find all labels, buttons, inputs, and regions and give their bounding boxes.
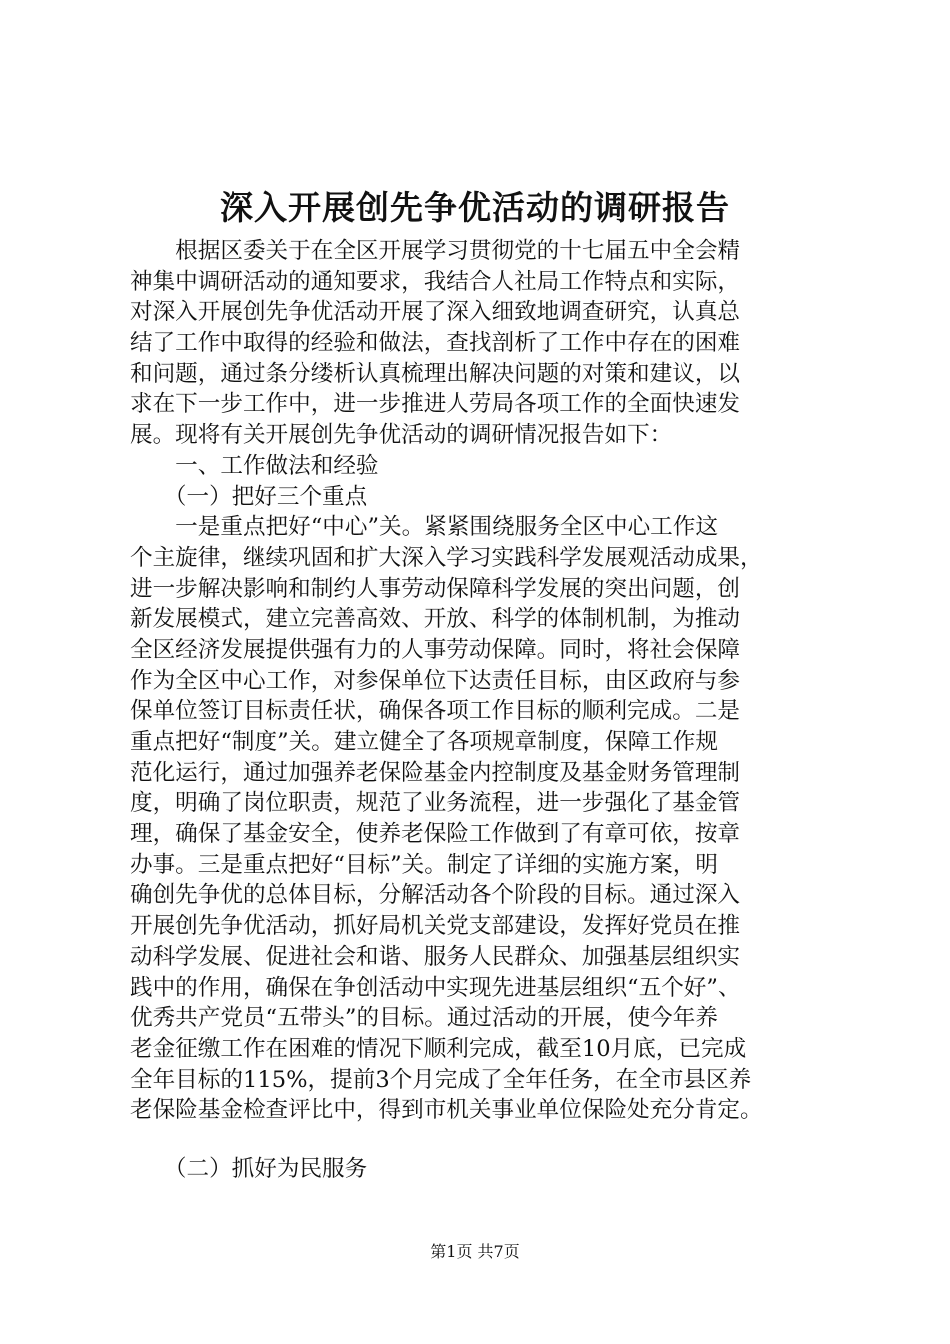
body-line: 开展创先争优活动，抓好局机关党支部建设，发挥好党员在推 — [130, 913, 741, 940]
page-number: 第1页 共7页 — [430, 1242, 520, 1261]
subsection-heading: （二）抓好为民服务 — [130, 1155, 368, 1182]
body-line: 结了工作中取得的经验和做法，查找剖析了工作中存在的困难 — [130, 330, 741, 357]
body-line: 作为全区中心工作，对参保单位下达责任目标，由区政府与参 — [130, 667, 741, 694]
body-line: 老金征缴工作在困难的情况下顺利完成，截至10月底，已完成 — [130, 1035, 747, 1062]
body-line: 办事。三是重点把好“目标”关。制定了详细的实施方案，明 — [130, 851, 718, 878]
body-line: 重点把好“制度”关。建立健全了各项规章制度，保障工作规 — [130, 729, 718, 755]
body-line: 进一步解决影响和制约人事劳动保障科学发展的突出问题，创 — [130, 575, 741, 602]
body-line: 老保险基金检查评比中，得到市机关事业单位保险处充分肯定。 — [130, 1097, 763, 1124]
body-line: 根据区委关于在全区开展学习贯彻党的十七届五中全会精 — [130, 238, 741, 264]
body-line: 确创先争优的总体目标，分解活动各个阶段的目标。通过深入 — [130, 882, 741, 909]
body-line: 践中的作用，确保在争创活动中实现先进基层组织“五个好”、 — [130, 974, 741, 1001]
body-line: 优秀共产党员“五带头”的目标。通过活动的开展，使今年养 — [130, 1005, 718, 1032]
body-line: 求在下一步工作中，进一步推进人劳局各项工作的全面快速发 — [130, 391, 741, 418]
body-line: 一是重点把好“中心”关。紧紧围绕服务全区中心工作这 — [130, 514, 718, 541]
body-line: 对深入开展创先争优活动开展了深入细致地调查研究，认真总 — [130, 299, 741, 326]
body-line: 范化运行，通过加强养老保险基金内控制度及基金财务管理制 — [130, 759, 741, 786]
body-line: 保单位签订目标责任状，确保各项工作目标的顺利完成。二是 — [130, 698, 741, 725]
body-line: 理，确保了基金安全，使养老保险工作做到了有章可依，按章 — [130, 821, 741, 848]
paragraph-gap — [130, 1126, 830, 1154]
section-heading: 一、工作做法和经验 — [130, 452, 379, 479]
document-title: 深入开展创先争优活动的调研报告 — [220, 188, 730, 227]
body-line: 动科学发展、促进社会和谐、服务人民群众、加强基层组织实 — [130, 943, 741, 970]
body-line: 全区经济发展提供强有力的人事劳动保障。同时，将社会保障 — [130, 636, 741, 663]
subsection-heading: （一）把好三个重点 — [130, 483, 368, 510]
body-line: 和问题，通过条分缕析认真梳理出解决问题的对策和建议，以 — [130, 360, 741, 387]
body-line: 个主旋律，继续巩固和扩大深入学习实践科学发展观活动成果， — [130, 544, 763, 571]
body-line: 度，明确了岗位职责，规范了业务流程，进一步强化了基金管 — [130, 790, 741, 817]
body-line: 展。现将有关开展创先争优活动的调研情况报告如下： — [130, 422, 673, 449]
body-line: 神集中调研活动的通知要求，我结合人社局工作特点和实际， — [130, 268, 741, 295]
body-line: 新发展模式，建立完善高效、开放、科学的体制机制，为推动 — [130, 606, 741, 633]
body-line: 全年目标的115%，提前3个月完成了全年任务，在全市县区养 — [130, 1066, 752, 1093]
document-body — [130, 236, 830, 1185]
